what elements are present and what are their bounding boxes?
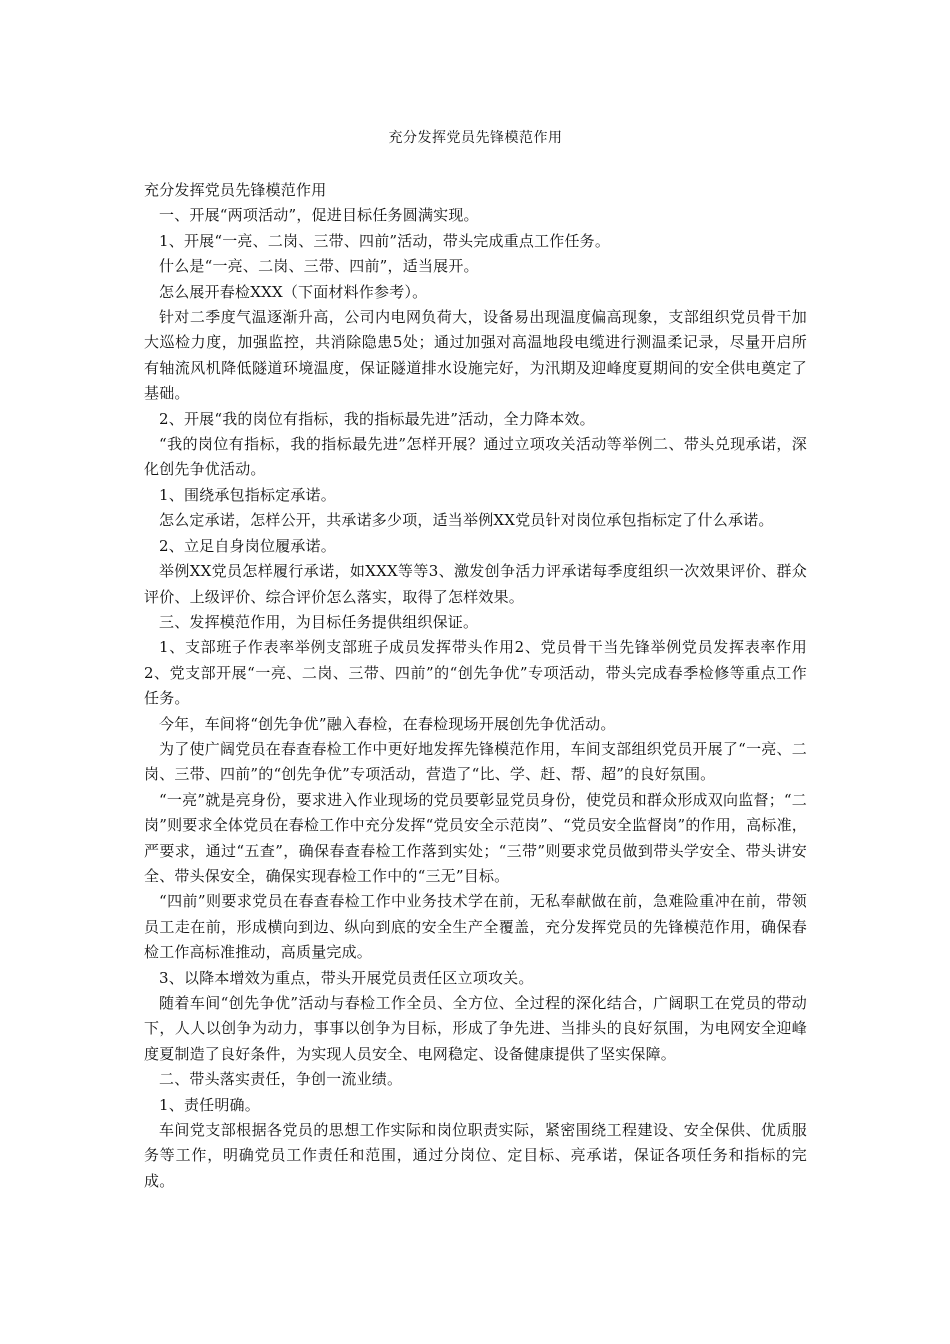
paragraph: 车间党支部根据各党员的思想工作实际和岗位职责实际，紧密围绕工程建设、安全保供、优质服务等工作，明确党员工作责任和范围，通过分岗位、定目标、亮承诺，保证各项任务和指标的完成。 bbox=[144, 1121, 807, 1190]
paragraph: 二、带头落实责任，争创一流业绩。 bbox=[159, 1070, 403, 1089]
paragraph: “一亮”就是亮身份，要求进入作业现场的党员要彰显党员身份，使党员和群众形成双向监督；“二岗”则要求全体党员在春检工作中充分发挥“党员安全示范岗”、“党员安全监督岗”的作用，高标准，严要求，通过“五查”，确保春查春检工作落到实处；“三带”则要求党员做到带头学安全、带头讲安全、带头保安全，确保实现春检工作中的“三无”目标。 bbox=[144, 790, 807, 885]
paragraph: 1、支部班子作表率举例支部班子成员发挥带头作用2、党员骨干当先锋举例党员发挥表率作用2、党支部开展“一亮、二岗、三带、四前”的“创先争优”专项活动，带头完成春季检修等重点工作任务。 bbox=[144, 638, 807, 708]
paragraph: 2、立足自身岗位履承诺。 bbox=[159, 536, 336, 555]
paragraph: 怎么展开春检XXX（下面材料作参考）。 bbox=[159, 282, 428, 301]
paragraph: 1、围绕承包指标定承诺。 bbox=[159, 485, 336, 504]
paragraph: 三、发挥模范作用，为目标任务提供组织保证。 bbox=[159, 612, 479, 631]
paragraph: 举例XX党员怎样履行承诺，如XXX等等3、激发创争活力评承诺每季度组织一次效果评价、群众评价、上级评价、综合评价怎么落实，取得了怎样效果。 bbox=[144, 562, 807, 606]
paragraph: 1、开展“一亮、二岗、三带、四前”活动，带头完成重点工作任务。 bbox=[159, 231, 611, 250]
paragraph: 针对二季度气温逐渐升高，公司内电网负荷大，设备易出现温度偏高现象，支部组织党员骨干加大巡检力度，加强监控，共消除隐患5处；通过加强对高温地段电缆进行测温柔记录，尽量开启所有轴流风机降低隧道环境温度，保证隧道排水设施完好，为汛期及迎峰度夏期间的安全供电奠定了基础。 bbox=[144, 308, 807, 403]
paragraph: 今年，车间将“创先争优”融入春检，在春检现场开展创先争优活动。 bbox=[159, 714, 616, 733]
paragraph: 为了使广阔党员在春查春检工作中更好地发挥先锋模范作用，车间支部组织党员开展了“一亮、二岗、三带、四前”的“创先争优”专项活动，营造了“比、学、赶、帮、超”的良好氛围。 bbox=[144, 739, 807, 784]
document-body bbox=[144, 178, 807, 1194]
paragraph: 2、开展“我的岗位有指标，我的指标最先进”活动，全力降本效。 bbox=[159, 409, 595, 428]
document-subtitle: 充分发挥党员先锋模范作用 bbox=[144, 181, 327, 199]
document-title: 充分发挥党员先锋模范作用 bbox=[388, 130, 563, 146]
paragraph: 3、以降本增效为重点，带头开展党员责任区立项攻关。 bbox=[159, 968, 534, 987]
paragraph: “四前”则要求党员在春查春检工作中业务技术学在前，无私奉献做在前，急难险重冲在前，带领员工走在前，形成横向到边、纵向到底的安全生产全覆盖，充分发挥党员的先锋模范作用，确保春检工作高标准推动，高质量完成。 bbox=[144, 892, 807, 962]
paragraph: 随着车间“创先争优”活动与春检工作全员、全方位、全过程的深化结合，广阔职工在党员的带动下，人人以创争为动力，事事以创争为目标，形成了争先进、当排头的良好氛围，为电网安全迎峰度夏制造了良好条件，为实现人员安全、电网稳定、设备健康提供了坚实保障。 bbox=[144, 994, 807, 1063]
paragraph: 怎么定承诺，怎样公开，共承诺多少项，适当举例XX党员针对岗位承包指标定了什么承诺。 bbox=[159, 511, 774, 530]
paragraph: 什么是“一亮、二岗、三带、四前”，适当展开。 bbox=[159, 257, 479, 276]
paragraph: 1、责任明确。 bbox=[159, 1095, 260, 1114]
paragraph: “我的岗位有指标，我的指标最先进”怎样开展？通过立项攻关活动等举例二、带头兑现承诺，深化创先争优活动。 bbox=[144, 435, 807, 479]
paragraph: 一、开展“两项活动”，促进目标任务圆满实现。 bbox=[159, 206, 479, 225]
